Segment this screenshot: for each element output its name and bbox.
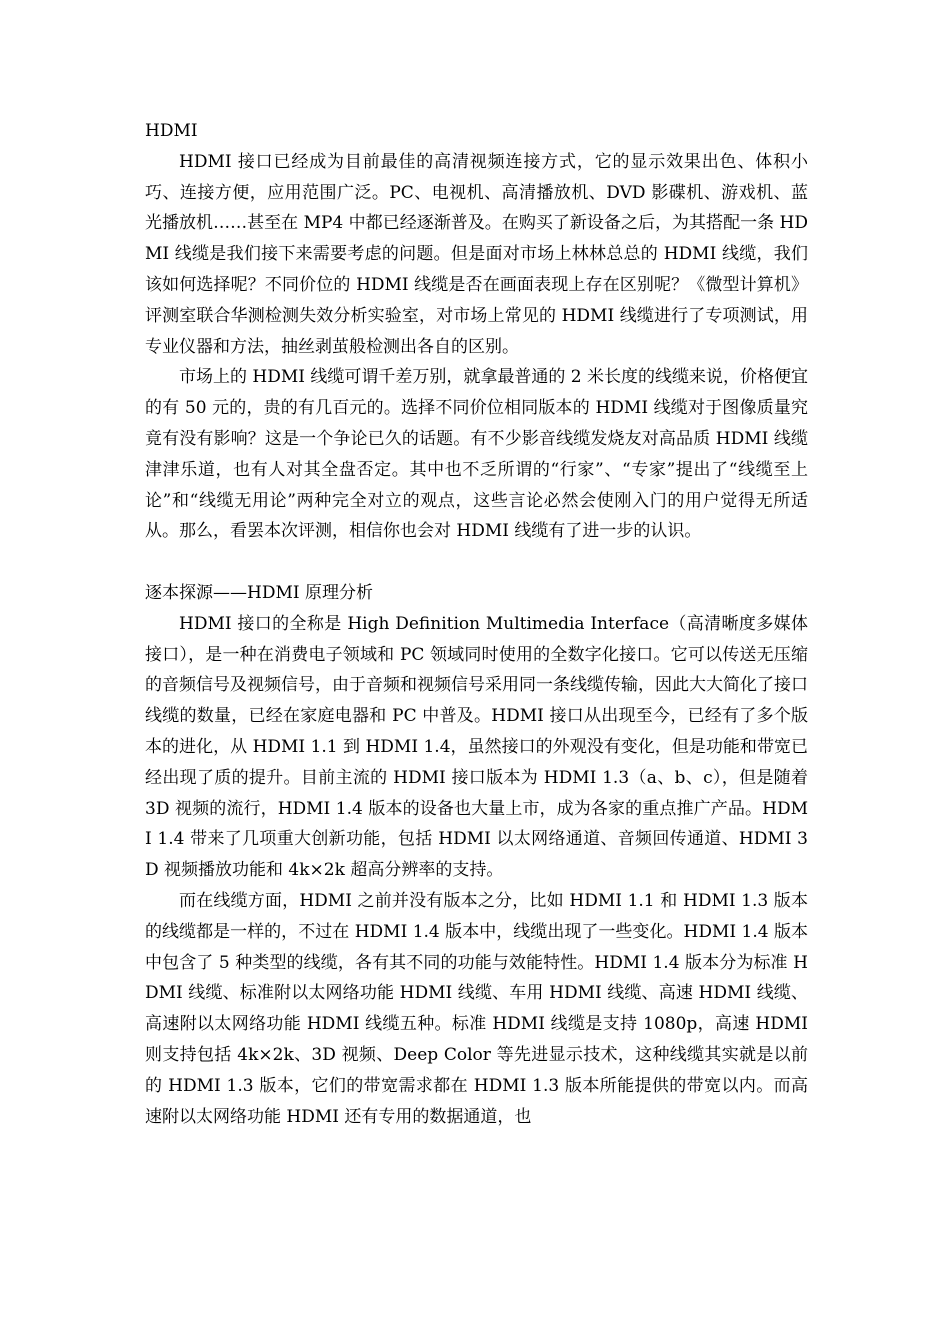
intro-paragraph-2: 市场上的 HDMI 线缆可谓千差万别，就拿最普通的 2 米长度的线缆来说，价格便宜的有 50 元的，贵的有几百元的。选择不同价位相同版本的 HDMI 线缆对于图像质量究竟有没有影响？这是一个争论已久的话题。有不少影音线缆发烧友对高品质 HDMI 线缆津津乐道，也有人对其全盘否定。其中也不乏所谓的“行家”、“专家”提出了“线缆至上论”和“线缆无用论”两种完全对立的观点，这些言论必然会使刚入门的用户觉得无所适从。那么，看罢本次评测，相信你也会对 HDMI 线缆有了进一步的认识。 — [145, 367, 809, 542]
section-title: 逐本探源——HDMI 原理分析 — [145, 582, 373, 603]
paragraph-spacer — [145, 547, 808, 578]
section-paragraph-1: HDMI 接口的全称是 High Definition Multimedia Interface（高清晰度多媒体接口），是一种在消费电子领域和 PC 领域同时使用的全数字化接口。它可以传送无压缩的音频信号及视频信号，由于音频和视频信号采用同一条线缆传输，因此大大简化了接口线缆的数量，已经在家庭电器和 PC 中普及。HDMI 接口从出现至今，已经有了多个版本的进化，从 HDMI 1.1 到 HDMI 1.4，虽然接口的外观没有变化，但是功能和带宽已经出现了质的提升。目前主流的 HDMI 接口版本为 HDMI 1.3（a、b、c），但是随着 3D 视频的流行，HDMI 1.4 版本的设备也大量上市，成为各家的重点推广产品。HDMI 1.4 带来了几项重大创新功能，包括 HDMI 以太网络通道、音频回传通道、HDMI 3D 视频播放功能和 4k×2k 超高分辨率的支持。 — [145, 613, 808, 881]
section-paragraph-2: 而在线缆方面，HDMI 之前并没有版本之分，比如 HDMI 1.1 和 HDMI 1.3 版本的线缆都是一样的，不过在 HDMI 1.4 版本中，线缆出现了一些变化。HDMI 1.4 版本中包含了 5 种类型的线缆，各有其不同的功能与效能特性。HDMI 1.4 版本分为标准 HDMI 线缆、标准附以太网络功能 HDMI 线缆、车用 HDMI 线缆、高速 HDMI 线缆、高速附以太网络功能 HDMI 线缆五种。标准 HDMI 线缆是支持 1080p，高速 HDMI 则支持包括 4k×2k、3D 视频、Deep Color 等先进显示技术，这种线缆其实就是以前的 HDMI 1.3 版本，它们的带宽需求都在 HDMI 1.3 版本所能提供的带宽以内。而高速附以太网络功能 HDMI 还有专用的数据通道，也 — [145, 890, 808, 1127]
document-title: HDMI — [145, 121, 198, 141]
intro-paragraph-1: HDMI 接口已经成为目前最佳的高清视频连接方式，它的显示效果出色、体积小巧、连接方便，应用范围广泛。PC、电视机、高清播放机、DVD 影碟机、游戏机、蓝光播放机……甚至在 MP4 中都已经逐渐普及。在购买了新设备之后，为其搭配一条 HDMI 线缆是我们接下来需要考虑的问题。但是面对市场上林林总总的 HDMI 线缆，我们该如何选择呢？不同价位的 HDMI 线缆是否在画面表现上存在区别呢？《微型计算机》评测室联合华测检测失效分析实验室，对市场上常见的 HDMI 线缆进行了专项测试，用专业仪器和方法，抽丝剥茧般检测出各自的区别。 — [145, 151, 808, 357]
document-page — [145, 116, 808, 1132]
